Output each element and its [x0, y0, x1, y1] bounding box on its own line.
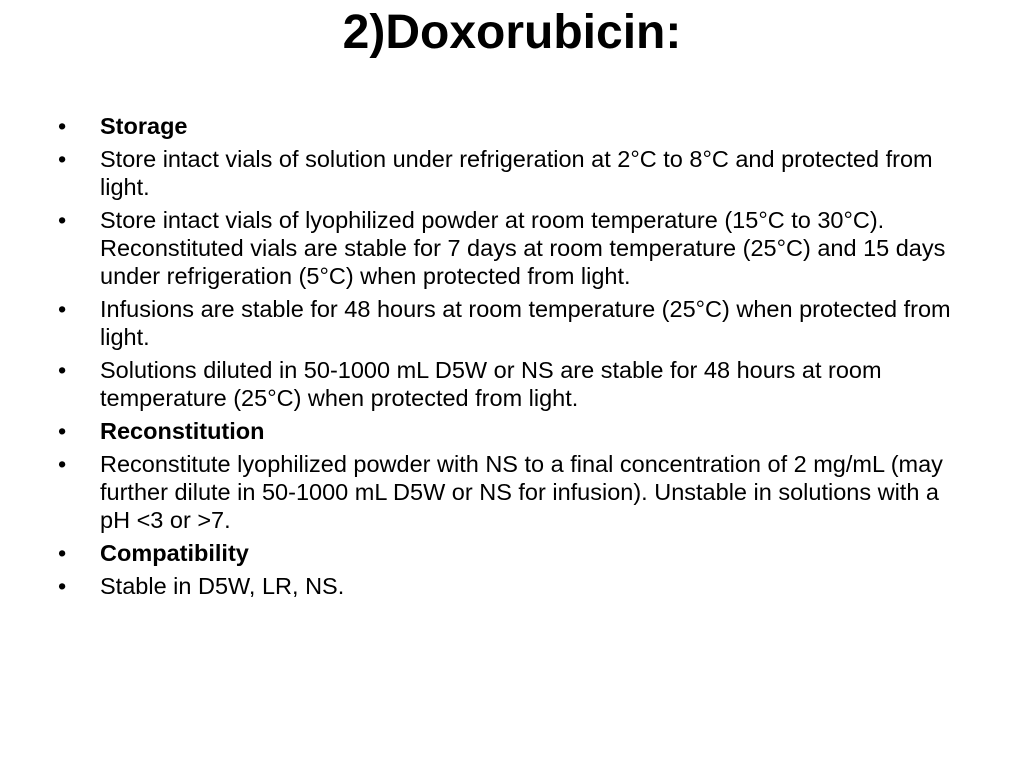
bullet-item-reconstitution-instructions	[58, 450, 968, 534]
bullet-icon: •	[58, 113, 67, 139]
bullet-text: Compatibility	[100, 540, 249, 566]
bullet-item-compatibility-heading	[58, 539, 968, 567]
bullet-list	[58, 112, 968, 605]
bullet-text: Store intact vials of solution under refrigeration at 2°C to 8°C and protected from light.	[100, 146, 933, 200]
bullet-item-diluted-solution-stability	[58, 356, 968, 412]
bullet-item-powder-storage	[58, 206, 968, 290]
bullet-text: Solutions diluted in 50-1000 mL D5W or NS are stable for 48 hours at room temperature (25°C) when protected from light.	[100, 357, 882, 411]
bullet-text: Storage	[100, 113, 188, 139]
bullet-icon: •	[58, 573, 67, 599]
bullet-icon: •	[58, 418, 67, 444]
bullet-item-compatibility-solutions	[58, 572, 968, 600]
bullet-icon: •	[58, 296, 67, 322]
bullet-text: Reconstitution	[100, 418, 265, 444]
bullet-text: Stable in D5W, LR, NS.	[100, 573, 345, 599]
bullet-item-storage-heading	[58, 112, 968, 140]
bullet-item-solution-storage	[58, 145, 968, 201]
bullet-item-infusion-stability	[58, 295, 968, 351]
bullet-text: Infusions are stable for 48 hours at room temperature (25°C) when protected from light.	[100, 296, 951, 350]
bullet-item-reconstitution-heading	[58, 417, 968, 445]
bullet-icon: •	[58, 540, 67, 566]
slide-title: 2)Doxorubicin:	[342, 6, 682, 59]
bullet-icon: •	[58, 451, 67, 477]
bullet-text: Reconstitute lyophilized powder with NS to a final concentration of 2 mg/mL (may further dilute in 50-1000 mL D5W or NS for infusion). Unstable in solutions with a pH <3 or >7.	[100, 451, 943, 533]
bullet-icon: •	[58, 207, 67, 233]
bullet-icon: •	[58, 357, 67, 383]
bullet-icon: •	[58, 146, 67, 172]
bullet-text: Store intact vials of lyophilized powder at room temperature (15°C to 30°C). Reconstituted vials are stable for 7 days at room temperature (25°C) and 15 days under refrigeration (5°C) when protected from light.	[100, 207, 946, 289]
